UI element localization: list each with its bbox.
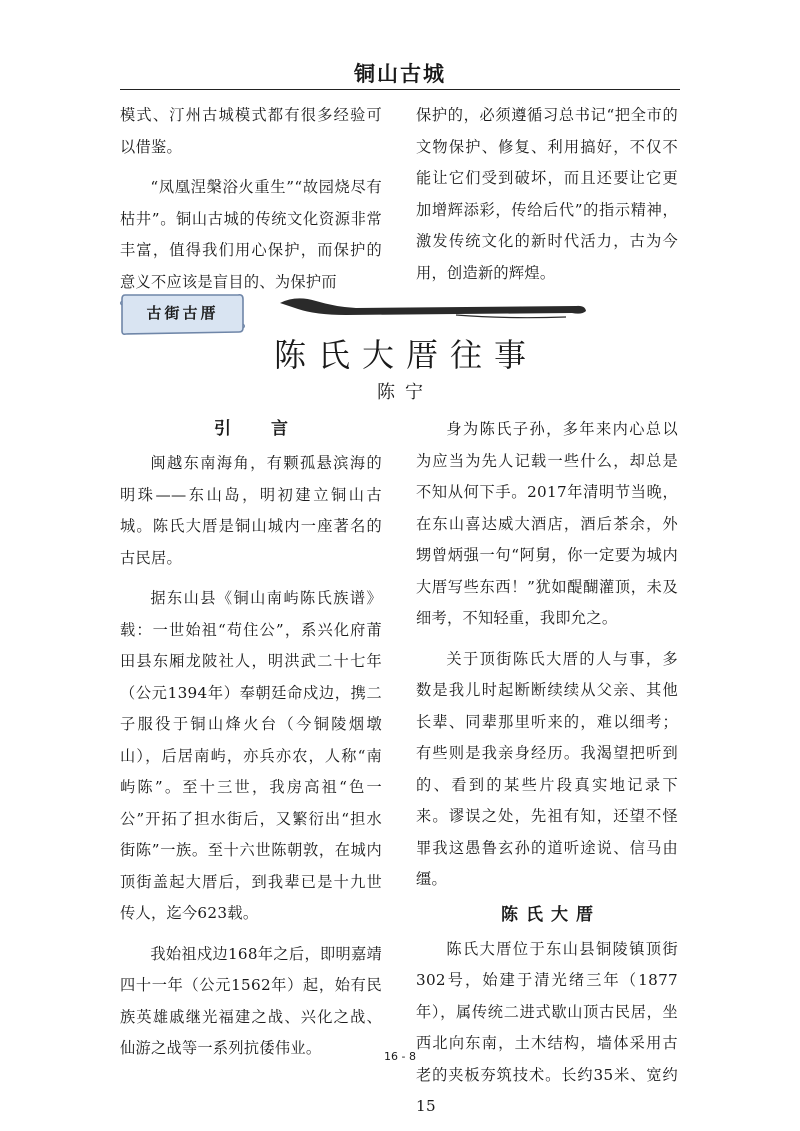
header-title: 铜山古城 <box>354 61 446 86</box>
paragraph: 保护的，必须遵循习总书记“把全市的文物保护、修复、利用搞好，不仅不能让它们受到破坏，而且还要让它更加增辉添彩，传给后代”的指示精神，激发传统文化的新时代活力，古为今用，创造新的辉煌。 <box>416 106 678 282</box>
top-left-column <box>120 100 382 298</box>
paragraph: 陈氏大厝位于东山县铜陵镇顶街302号，始建于清光绪三年（1877年），属传统二进式歇山顶古民居，坐西北向东南，土木结构，墙体采用古老的夹板夯筑技术。长约35米、宽约15 <box>416 939 678 1115</box>
paragraph: 模式、汀州古城模式都有很多经验可以借鉴。 <box>120 106 382 156</box>
paragraph: 我始祖戍边168年之后，即明嘉靖四十一年（公元1562年）起，始有民族英雄戚继光福建之战、兴化之战、仙游之战等一系列抗倭伟业。 <box>120 944 382 1057</box>
header-rule <box>120 89 680 90</box>
brush-stroke-divider <box>276 293 588 323</box>
page-number: 16 - 8 <box>384 1050 416 1063</box>
paragraph: 闽越东南海角，有颗孤悬滨海的明珠——东山岛，明初建立铜山古城。陈氏大厝是铜山城内一座著名的古民居。 <box>120 454 382 567</box>
left-column <box>120 414 382 1065</box>
section-heading: 引言 <box>214 419 328 439</box>
section-heading: 陈氏大厝 <box>501 904 601 925</box>
paragraph: 身为陈氏子孙，多年来内心总以为应当为先人记载一些什么，却总是不知从何下手。2017年清明节当晚，在东山喜达威大酒店，酒后茶余，外甥曾炳强一句“阿舅，你一定要为城内大厝写些东西！”犹如醍醐灌顶，未及细考，不知轻重，我即允之。 <box>416 420 678 627</box>
article-author: 陈宁 <box>377 382 433 403</box>
running-header <box>0 58 800 88</box>
column-tag-label: 古街古厝 <box>146 304 219 322</box>
right-column <box>416 414 678 1123</box>
paragraph: 据东山县《铜山南屿陈氏族谱》载：一世始祖“苟住公”，系兴化府莆田县东厢龙陂社人，明洪武二十七年（公元1394年）奉朝廷命戍边，携二子服役于铜山烽火台（今铜陵烟墩山），后居南屿，亦兵亦农，人称“南屿陈”。至十三世，我房高祖“色一公”开拓了担水街后，又繁衍出“担水街陈”一族。至十六世陈朝敦，在城内顶街盖起大厝后，到我辈已是十九世传人，迄今623载。 <box>120 589 382 922</box>
paragraph: “凤凰涅槃浴火重生”“故园烧尽有枯井”。铜山古城的传统文化资源非常丰富，值得我们用心保护，而保护的意义不应该是盲目的、为保护而 <box>120 178 382 291</box>
top-right-column <box>416 100 678 289</box>
paragraph: 关于顶街陈氏大厝的人与事，多数是我儿时起断断续续从父亲、其他长辈、同辈那里听来的，难以细考；有些则是我亲身经历。我渴望把听到的、看到的某些片段真实地记录下来。谬误之处，先祖有知，还望不怪罪我这愚鲁玄孙的道听途说、信马由缰。 <box>416 649 678 888</box>
article-title: 陈氏大厝往事 <box>273 336 538 374</box>
